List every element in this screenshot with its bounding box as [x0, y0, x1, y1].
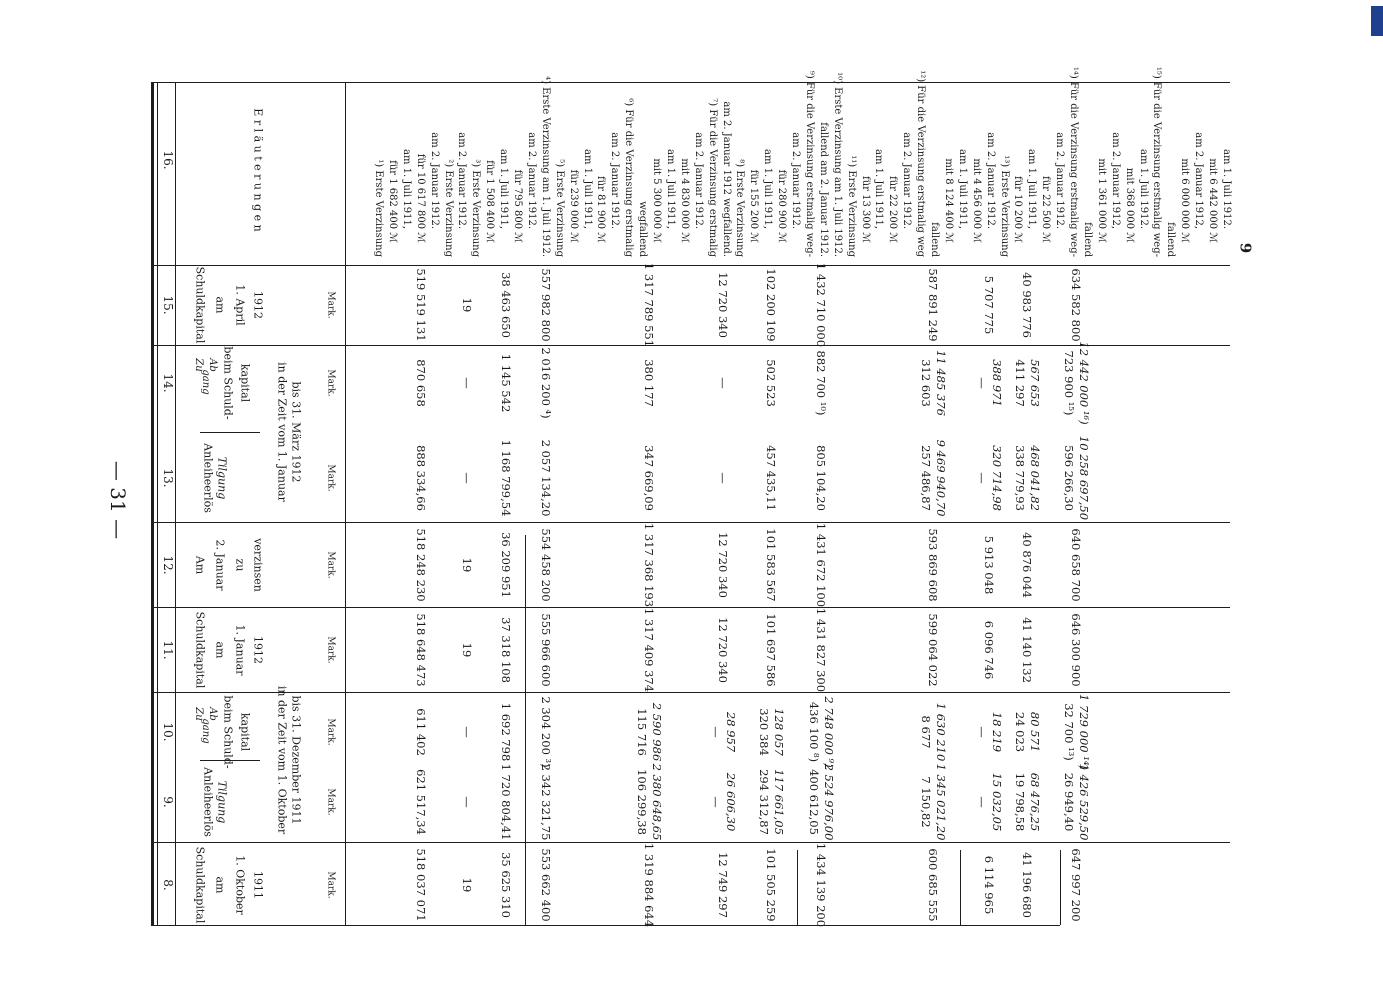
note-line: am 1. Juli 1911,: [664, 149, 676, 229]
cell-c10b: 18 219: [989, 711, 1004, 753]
cell-c10: 24 023: [1012, 711, 1027, 753]
note-line: ¹⁴) Für die Verzinsung erstmalig weg-: [1068, 66, 1079, 257]
note-line: am 2. Januar 1912.: [456, 132, 468, 229]
note-line: ⁷) Für die Verzinsung erstmalig: [706, 98, 718, 257]
cell-c9: 106 299,38: [634, 769, 649, 835]
cell-c11: 101 697 586: [763, 613, 778, 687]
col15-title: Schuldkapital: [193, 266, 207, 344]
cell-c11: 19: [459, 642, 474, 658]
col14-unit: Mark.: [325, 369, 336, 397]
cell-c11: 555 966 600: [538, 613, 553, 687]
note-line: mit 4 456 000 ℳ: [970, 158, 982, 243]
period2-subrule: [200, 432, 260, 433]
cell-c13b: 468 041,82: [1027, 445, 1042, 511]
cell-c12: 518 248 230: [413, 528, 428, 602]
col12-title: 2. Januar: [213, 539, 227, 591]
note-line: am 1. Juli 1911,: [1026, 149, 1038, 229]
cell-c11: 12 720 340: [715, 617, 730, 683]
cell-c10b: 1 729 000 ¹⁴): [1076, 694, 1091, 770]
cell-c8: 6 114 965: [981, 855, 996, 915]
cell-c8: 600 685 555: [925, 848, 940, 922]
cell-c9b: 2 380 648,65: [649, 763, 664, 841]
note-line: ¹⁵) Für die Verzinsung erstmalig weg-: [1151, 66, 1163, 257]
rule-col14-col15: [151, 345, 1230, 346]
note-line: fallend: [1081, 222, 1093, 257]
cell-c15: 519 519 131: [413, 268, 428, 342]
cell-c9: 1 720 804,41: [498, 763, 513, 841]
col12-title: verzinsen: [251, 538, 265, 592]
rule-col11-col12: [151, 607, 1230, 608]
cell-c14: 411 297: [1012, 359, 1027, 407]
cell-c12: 593 869 608: [925, 528, 940, 602]
note-line: ¹) Erste Verzinsung: [373, 159, 384, 257]
note-line: am 2. Januar 1912.: [525, 132, 537, 229]
cell-c11: 599 064 022: [925, 613, 940, 687]
cell-c10: 115 716: [634, 708, 649, 756]
cell-c14: —: [715, 377, 730, 389]
note-line: für 280 900 ℳ: [776, 169, 788, 243]
cell-c8: 518 037 071: [413, 848, 428, 922]
col12-title: Am: [193, 555, 207, 575]
note-line: am 1. Juli 1912.: [1137, 149, 1149, 229]
cell-c13: 338 779,93: [1012, 445, 1027, 511]
note-line: für 795 800 ℳ: [512, 169, 523, 243]
rule-col8-col9: [151, 842, 1230, 843]
cell-c9b: 26 606,30: [723, 772, 738, 832]
col14-title: Ab: [207, 358, 218, 372]
cell-c13: 257 486,87: [918, 445, 933, 511]
cell-c12: 5 913 048: [981, 535, 996, 595]
col15-title: am: [213, 296, 227, 314]
cell-c13: 457 435,11: [763, 445, 778, 511]
note-line: fallend am 2. Januar 1912.: [817, 122, 829, 257]
cell-c8: 101 505 259: [763, 848, 778, 922]
note-line: ⁵) Erste Verzinsung: [553, 159, 565, 257]
cell-c9b: 117 661,05: [771, 769, 786, 835]
note-line: am 2. Januar 1912.: [1054, 132, 1066, 229]
cell-c13: 888 334,66: [413, 445, 428, 511]
note-line: am 2. Januar 1912.: [609, 132, 621, 229]
note-line: ¹¹) Erste Verzinsung: [845, 155, 857, 257]
col15-unit: Mark.: [325, 291, 336, 319]
rule-col10-col11: [151, 692, 1230, 693]
cell-c9b: 2 524 976,00: [821, 763, 836, 841]
note-line: am 1. Juli 1911,: [498, 149, 510, 229]
cell-c9: —: [974, 796, 989, 808]
cell-c9b: 1 426 529,50: [1076, 763, 1091, 841]
period1-label: in der Zeit vom 1. Oktober: [275, 685, 289, 835]
page-number: — 31 —: [106, 460, 130, 540]
cell-c11: 646 300 900: [1068, 613, 1083, 687]
cell-c10: —: [974, 726, 989, 738]
cell-c10: —: [708, 726, 723, 738]
note-line: am 1. Juli 1911,: [956, 149, 968, 229]
cell-c15: 557 982 800: [538, 268, 553, 342]
cell-c15: 12 720 340: [715, 272, 730, 338]
cell-c14: 312 603: [918, 359, 933, 407]
note-line: am 1. Juli 1911,: [400, 149, 412, 229]
cell-c11: 1 431 827 300: [813, 607, 828, 693]
col14-number: 14.: [161, 373, 175, 393]
cell-c13b: 10 258 697,50: [1076, 435, 1091, 521]
col12-title: zu: [233, 558, 247, 572]
col15-title: 1912: [251, 291, 265, 319]
cell-c11: 1 317 409 374: [641, 607, 656, 693]
note-line: mit 368 000 ℳ: [1123, 167, 1135, 243]
col10-title: Zu: [193, 707, 204, 721]
note-line: am 1. Juli 1912.: [1220, 149, 1232, 229]
note-line: ⁴) Erste Verzinsung am 1. Juli 1912.: [539, 76, 551, 257]
table-left-thin-rule: [157, 82, 158, 926]
cell-c9b: 1 345 021,20: [933, 763, 948, 841]
note-line: am 1. Juli 1911,: [581, 149, 593, 229]
cell-c15: 634 582 800: [1068, 268, 1083, 342]
col9-title: Tilgung: [215, 780, 229, 824]
cell-c13: 2 057 134,20: [538, 439, 553, 517]
row-rule: [797, 850, 798, 925]
period2-label: in der Zeit vom 1. Januar: [275, 362, 289, 502]
header-bottom-rule: [345, 82, 346, 926]
note-line: am 1. Juli 1911,: [762, 149, 774, 229]
period1-label: bis 31. Dezember 1911: [289, 695, 303, 825]
note-line: mit 6 000 000 ℳ: [1179, 158, 1191, 243]
col8-unit: Mark.: [325, 871, 336, 899]
cell-c9b: 15 032,05: [989, 772, 1004, 832]
cell-c15: 40 983 776: [1019, 272, 1034, 338]
note-line: ³) Erste Verzinsung: [470, 159, 482, 257]
period2-label: bis 31. März 1912: [289, 381, 303, 483]
cell-c15: 5 707 775: [981, 275, 996, 335]
cell-c9: 400 612,05: [806, 769, 821, 835]
cell-c13b: 320 714,98: [989, 445, 1004, 511]
cell-c13b: 9 469 940,70: [933, 439, 948, 517]
cell-c8: 41 196 680: [1019, 852, 1034, 918]
note-line: am 2. Januar 1912.: [428, 132, 440, 229]
note-line: für 1 508 400 ℳ: [484, 160, 496, 243]
cell-c9: 26 949,40: [1061, 772, 1076, 832]
cell-c14b: 388 971: [989, 359, 1004, 407]
col12-number: 12.: [161, 555, 175, 575]
col10-number: 10.: [161, 722, 175, 742]
note-line: am 2. Januar 1912,: [1193, 132, 1205, 229]
cell-c14: —: [459, 377, 474, 389]
cell-c11: 518 648 473: [413, 613, 428, 687]
cell-c11: 37 318 108: [498, 617, 513, 683]
cell-c10: 32 700 ¹³): [1061, 703, 1076, 761]
col12-unit: Mark.: [325, 551, 336, 579]
cell-c11: 41 140 132: [1019, 617, 1034, 683]
cell-c10b: 2 590 986: [649, 702, 664, 762]
cell-c14b: 12 442 000 ¹⁶): [1076, 341, 1091, 425]
cell-c12: 40 876 044: [1019, 532, 1034, 598]
note-line: ¹²) Für die Verzinsung erstmalig weg: [915, 70, 927, 257]
cell-c13: —: [459, 472, 474, 484]
cell-c10b: 128 057: [771, 708, 786, 756]
cell-c8: 553 662 400: [538, 848, 553, 922]
col9-title: Anleiheerlös: [201, 767, 215, 837]
col15-number: 15.: [161, 295, 175, 315]
note-line: am 2. Januar 1912,: [1109, 132, 1121, 229]
note-line: ⁶) Für die Verzinsung erstmalig: [623, 98, 635, 257]
rule-col12-col13: [151, 522, 1230, 523]
cell-c10: 8 677: [918, 715, 933, 749]
cell-c14: 380 177: [641, 359, 656, 407]
cell-c15: 1 432 710 000: [813, 262, 828, 348]
col8-title: 1911: [251, 871, 265, 899]
row-rule: [960, 850, 961, 925]
note-line: für 22 500 ℳ: [1040, 176, 1052, 243]
cell-c8: 19: [459, 877, 474, 893]
cell-c13: —: [974, 472, 989, 484]
col8-title: 1. Oktober: [233, 855, 247, 915]
cell-c14: 502 523: [763, 359, 778, 407]
cell-c14: 2 016 200 ⁴): [538, 347, 553, 419]
note-line: für 1 682 400 ℳ: [386, 160, 398, 243]
col15-title: 1. April: [233, 284, 247, 326]
cell-c10b: 80 571: [1027, 711, 1042, 753]
col10-unit: Mark.: [325, 718, 336, 746]
note-line: am 2. Januar 1912.: [692, 132, 704, 229]
col14-title: gang: [200, 369, 211, 395]
table-left-thick-rule: [151, 82, 154, 926]
note-line: für 10 200 ℳ: [1012, 176, 1024, 243]
col13-unit: Mark.: [325, 464, 336, 492]
cell-c15: 1 317 789 551: [641, 262, 656, 348]
note-line: am 2. Januar 1912.: [984, 132, 996, 229]
rule-end-col8: [1060, 850, 1061, 925]
cell-c14: 1 145 542: [498, 353, 513, 413]
cell-c12: 12 720 340: [715, 532, 730, 598]
cell-c15: 102 200 109: [763, 268, 778, 342]
rule-bottom: [151, 925, 1060, 926]
col11-title: am: [213, 641, 227, 659]
col10-title: kapital: [238, 712, 252, 752]
col9-unit: Mark.: [325, 788, 336, 816]
cell-c13: 596 266,30: [1061, 445, 1076, 511]
col16-title: E r l ä u t e r u n g e n: [251, 108, 265, 232]
rule-col15-col16: [151, 265, 1230, 266]
cell-c10: 436 100 ⁸): [806, 701, 821, 763]
cell-c10b: 2 748 000 ⁹): [821, 696, 836, 768]
note-line: mit 8 124 400 ℳ: [942, 158, 954, 243]
note-line: am 2. Januar 1912.: [901, 132, 913, 229]
note-line: für 239 000 ℳ: [567, 169, 579, 243]
cell-c12: 101 583 567: [763, 528, 778, 602]
note-line: für 13 300 ℳ: [859, 176, 871, 243]
col11-title: 1912: [251, 636, 265, 664]
cell-c9: 7 150,82: [918, 776, 933, 828]
cell-c14: —: [974, 377, 989, 389]
note-line: für 10 617 800 ℳ: [414, 153, 426, 243]
col13-number: 13.: [161, 468, 175, 488]
note-line: ⁹) Für die Verzinsung erstmalig weg-: [803, 70, 815, 257]
column-number-rule: [175, 82, 176, 926]
col11-title: Schuldkapital: [193, 611, 207, 689]
note-line: für 81 900 ℳ: [595, 176, 607, 243]
cell-c12: 554 458 200: [538, 528, 553, 602]
cell-c14: 882 700 ¹⁰): [813, 350, 828, 416]
cell-c15: 587 891 249: [925, 268, 940, 342]
cell-c8: 12 749 297: [715, 852, 730, 918]
cell-c12: 1 431 672 100: [813, 522, 828, 608]
col14-title: kapital: [238, 363, 252, 403]
cell-c9: 2 342 321,75: [538, 763, 553, 841]
cell-c15: 38 463 650: [498, 272, 513, 338]
cell-c13: 1 168 799,54: [498, 439, 513, 517]
cell-c10b: 1 630 210: [933, 702, 948, 762]
col11-title: 1. Januar: [233, 624, 247, 676]
cell-c10b: 28 957: [723, 711, 738, 753]
cell-c10: 611 402: [413, 708, 428, 756]
col8-title: am: [213, 876, 227, 894]
col8-number: 8.: [161, 879, 175, 891]
col10-title: beim Schuld-: [221, 695, 235, 769]
col16-number: 16.: [161, 150, 175, 170]
cell-c10: 1 692 798: [498, 702, 513, 762]
cell-c8: 1 434 139 200: [813, 842, 828, 928]
note-line: fallend: [929, 222, 940, 257]
col13-title: Anleiheerlös: [201, 443, 215, 513]
note-line: für 22 200 ℳ: [887, 176, 899, 243]
cell-c12: 36 209 951: [498, 532, 513, 598]
cell-c9b: 68 476,25: [1027, 772, 1042, 832]
col11-unit: Mark.: [325, 636, 336, 664]
col14-title: beim Schuld-: [221, 346, 235, 420]
cell-c13: 347 669,09: [641, 445, 656, 511]
note-line: ⁸) Erste Verzinsung: [734, 159, 746, 257]
note-line: am 1. Juli 1911,: [873, 149, 885, 229]
note-line: mit 6 442 000 ℳ: [1207, 158, 1218, 243]
col8-title: Schuldkapital: [193, 846, 207, 924]
cell-c10: 2 304 200 ³): [538, 696, 553, 768]
page-signature: 9: [1236, 242, 1255, 254]
note-line: ¹³) Erste Verzinsung: [998, 155, 1010, 257]
note-line: mit 4 830 000 ℳ: [678, 158, 690, 243]
note-line: wegfallend: [637, 201, 649, 257]
col13-title: Tilgung: [215, 456, 229, 500]
row-rule: [525, 535, 526, 925]
note-line: fallend: [1165, 222, 1177, 257]
note-line: mit 5 300 000 ℳ: [651, 158, 662, 243]
cell-c12: 19: [459, 557, 474, 573]
cell-c8: 35 625 310: [498, 852, 513, 918]
note-line: ¹⁰) Erste Verzinsung am 1. Juli 1912.: [831, 72, 843, 257]
col10-title: Ab: [207, 707, 218, 721]
note-line: am 2. Januar 1912 wegfallend.: [720, 101, 732, 257]
cell-c9: —: [708, 796, 723, 808]
cell-c13: 805 104,20: [813, 445, 828, 511]
cell-c11: 6 096 746: [981, 620, 996, 680]
cell-c8: 647 997 200: [1068, 848, 1083, 922]
cell-c10: 320 384: [756, 708, 771, 756]
cell-c9: 294 312,87: [756, 769, 771, 835]
cell-c12: 1 317 368 193: [641, 522, 656, 608]
note-line: ²) Erste Verzinsung: [442, 159, 454, 257]
cell-c14: 723 900 ¹⁵): [1061, 350, 1076, 416]
cell-c14b: 11 485 376: [933, 350, 948, 416]
cell-c9: 19 798,58: [1012, 772, 1027, 832]
cell-c8: 1 319 884 644: [641, 842, 656, 928]
note-line: mit 1 361 000 ℳ: [1095, 158, 1107, 243]
cell-c14b: 567 653: [1027, 359, 1042, 407]
cell-c15: 19: [459, 297, 474, 313]
note-line: für 155 200 ℳ: [748, 169, 760, 243]
cell-c13: —: [715, 472, 730, 484]
col10-title: gang: [200, 718, 211, 744]
cell-c14: 870 658: [413, 359, 428, 407]
cell-c9: 621 517,34: [413, 769, 428, 835]
cell-c9: —: [459, 796, 474, 808]
col14-title: Zu: [193, 358, 204, 372]
cell-c12: 640 658 700: [1068, 528, 1083, 602]
note-line: am 2. Januar 1912.: [790, 132, 801, 229]
col11-number: 11.: [161, 640, 175, 660]
cell-c10: —: [459, 726, 474, 738]
col9-number: 9.: [161, 796, 175, 808]
